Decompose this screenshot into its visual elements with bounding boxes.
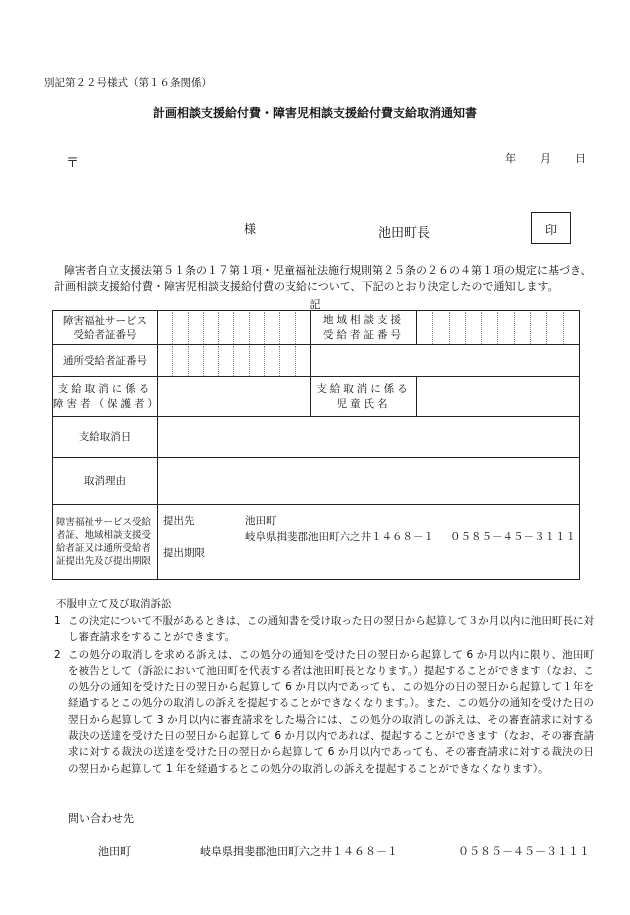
issuer-name: 池田町長 <box>378 226 431 241</box>
cancel-reason-field[interactable] <box>158 458 580 505</box>
appeal-heading: 不服申立て及び取消訴訟 <box>56 598 172 610</box>
cancel-date-field[interactable] <box>158 417 580 458</box>
page-title: 計画相談支援給付費・障害児相談支援給付費支給取消通知書 <box>152 106 477 120</box>
deadline-row <box>163 545 579 561</box>
note-number: 1 <box>54 615 61 627</box>
table-row <box>53 505 580 580</box>
note-text: この決定について不服があるときは、この通知書を受け取った日の翌日から起算して３か月以内に池田町長に対し審査請求をすることができます。 <box>68 615 594 644</box>
submit-to-name: 池田町 <box>245 515 277 527</box>
label-line: 障害福祉サービス <box>63 314 147 327</box>
service-cert-number-field[interactable] <box>158 311 311 345</box>
recipient-honorific: 様 <box>244 222 257 236</box>
child-name-field[interactable] <box>417 377 580 417</box>
label-line: 受給者証番号 <box>73 328 137 341</box>
form-number: 別記第２２号様式（第１６条関係） <box>44 77 212 89</box>
table-row <box>53 311 580 345</box>
notice-table <box>52 310 580 580</box>
contact-label: 問い合わせ先 <box>68 812 134 825</box>
person-field[interactable] <box>158 377 311 417</box>
label-line: 児童氏名 <box>336 397 391 410</box>
submit-info-cell <box>158 505 580 580</box>
ki-heading: 記 <box>309 298 321 311</box>
submit-to-label: 提出先 <box>163 515 195 527</box>
table-row <box>53 377 580 417</box>
submit-to-address: 岐阜県揖斐郡池田町六之井１４６８－１ <box>245 531 434 543</box>
date-year-label: 年 <box>505 152 516 165</box>
blank-cell <box>311 345 580 377</box>
label-line: 地域相談支援 <box>323 313 404 326</box>
cancel-date-label: 支給取消日 <box>53 417 158 458</box>
service-cert-label <box>53 311 158 345</box>
contact-name: 池田町 <box>98 845 131 858</box>
digit-grid <box>158 346 310 376</box>
label-line: 支給取消に係る <box>316 382 411 395</box>
contact-tel: ０５８５－４５－３１１１ <box>458 845 590 858</box>
digit-grid <box>158 312 310 344</box>
label-line: 障害者（保護者） <box>53 397 161 410</box>
table-row <box>53 417 580 458</box>
regional-cert-number-field[interactable] <box>417 311 580 345</box>
intro-paragraph: 障害者自立支援法第５１条の１７第１項・児童福祉法施行規則第２５条の２６の４第１項の規定に基づき、計画相談支援給付費・障害児相談支援給付費の支給について、下記のとおり決定したので通知します。 <box>54 264 592 293</box>
note-text: この処分の取消しを求める訴えは、この処分の通知を受けた日の翌日から起算して 6 か月以内に限り、池田町を被告として（訴訟において池田町を代表する者は池田町長となります。）提起することができます（なお、この処分の通知を受けた日の翌日から起算して 6 か月以内であっても、この処分の日の翌日から起算して１年を経過するとこの処分の取消しの訴えを提起することができなくなります。）。また、この処分の通知を受けた日の翌日から起算して 3 か月以内に審査請求をした場合には、この処分の取消しの訴えは、その審査請求に対する裁決の送達を受けた日の翌日から起算して 6 か月以内であれば、提起することができます（なお、その審査請求に対する裁決の送達を受けた日の翌日から起算して 6 か月以内であっても、その審査請求に対する裁決の日の翌日から起算して 1 年を経過するとこの処分の取消しの訴えを提起することができなくなります）。 <box>68 648 594 775</box>
postal-mark: 〒 <box>66 156 80 171</box>
label-line: 受給者証番号 <box>323 328 404 341</box>
appeal-note-2 <box>54 647 594 777</box>
appeal-note-1 <box>54 613 594 646</box>
note-number: 2 <box>54 648 61 661</box>
table-row <box>53 345 580 377</box>
table-row <box>53 458 580 505</box>
appeal-notes <box>54 613 594 778</box>
date-day-label: 日 <box>575 152 586 165</box>
submit-to-row <box>163 513 579 529</box>
date-month-label: 月 <box>540 152 551 165</box>
day-care-cert-label: 通所受給者証番号 <box>53 345 158 377</box>
child-name-label <box>311 377 417 417</box>
digit-grid <box>417 312 579 344</box>
label-line: 支給取消に係る <box>57 382 153 395</box>
seal-box: 印 <box>531 212 571 244</box>
contact-address: 岐阜県揖斐郡池田町六之井１４６８－１ <box>200 845 398 858</box>
deadline-label: 提出期限 <box>163 547 205 559</box>
submit-info-label: 障害福祉サービス受給者証、地域相談支援受給者証又は通所受給者証提出先及び提出期限 <box>53 505 158 580</box>
submit-to-tel: ０５８５－４５－３１１１ <box>450 531 576 543</box>
cancel-reason-label: 取消理由 <box>53 458 158 505</box>
person-label <box>53 377 161 417</box>
day-care-cert-number-field[interactable] <box>158 345 311 377</box>
regional-cert-label <box>311 311 417 345</box>
submit-address-row <box>163 529 579 545</box>
